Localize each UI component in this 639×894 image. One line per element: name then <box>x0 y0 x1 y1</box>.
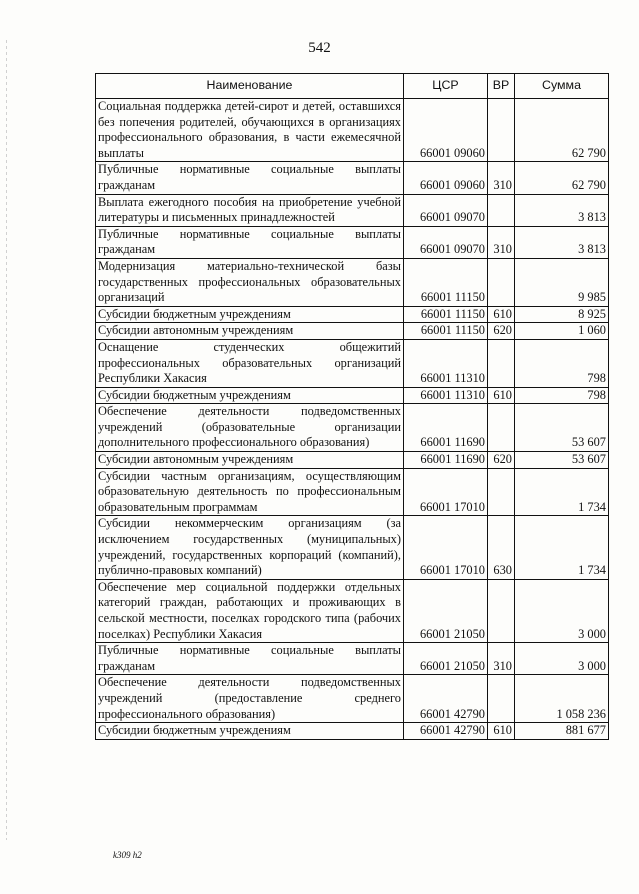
header-name: Наименование <box>96 74 404 99</box>
row-sum-cell: 53 607 <box>515 452 609 469</box>
row-sum-cell: 62 790 <box>515 99 609 162</box>
table-row <box>96 162 609 194</box>
row-vr-cell: 310 <box>488 643 515 675</box>
row-vr-cell: 620 <box>488 452 515 469</box>
row-name-cell: Субсидии некоммерческим организациям (за исключением государственных (муниципальных) учреждений, государственных корпораций (компаний), публично-правовых компаний) <box>96 516 404 579</box>
row-name-cell: Социальная поддержка детей-сирот и детей, оставшихся без попечения родителей, обучающихся в организациях профессионального образования, в части ежемесячной выплаты <box>96 99 404 162</box>
row-vr-cell: 310 <box>488 226 515 258</box>
table-row <box>96 723 609 740</box>
row-name-cell: Субсидии бюджетным учреждениям <box>96 387 404 404</box>
row-csr-cell: 66001 17010 <box>404 468 488 516</box>
row-name-cell: Обеспечение деятельности подведомственных учреждений (образовательные организации дополнительного профессионального образования) <box>96 404 404 452</box>
row-name-cell: Субсидии бюджетным учреждениям <box>96 723 404 740</box>
row-csr-cell: 66001 21050 <box>404 579 488 642</box>
row-name-cell: Публичные нормативные социальные выплаты гражданам <box>96 162 404 194</box>
table-body <box>96 99 609 740</box>
row-vr-cell: 610 <box>488 723 515 740</box>
row-csr-cell: 66001 09070 <box>404 194 488 226</box>
row-vr-cell <box>488 339 515 387</box>
table-row <box>96 194 609 226</box>
row-vr-cell: 630 <box>488 516 515 579</box>
row-vr-cell: 310 <box>488 162 515 194</box>
scan-margin-line <box>6 40 7 840</box>
row-sum-cell: 3 000 <box>515 643 609 675</box>
table-row <box>96 452 609 469</box>
row-csr-cell: 66001 17010 <box>404 516 488 579</box>
row-name-cell: Субсидии автономным учреждениям <box>96 452 404 469</box>
row-sum-cell: 3 813 <box>515 226 609 258</box>
row-csr-cell: 66001 21050 <box>404 643 488 675</box>
row-sum-cell: 9 985 <box>515 258 609 306</box>
table-row <box>96 468 609 516</box>
row-csr-cell: 66001 11150 <box>404 258 488 306</box>
row-sum-cell: 53 607 <box>515 404 609 452</box>
row-vr-cell <box>488 579 515 642</box>
table-row <box>96 404 609 452</box>
row-sum-cell: 1 734 <box>515 516 609 579</box>
row-csr-cell: 66001 09070 <box>404 226 488 258</box>
row-csr-cell: 66001 42790 <box>404 675 488 723</box>
table-header-row <box>96 74 609 99</box>
row-sum-cell: 62 790 <box>515 162 609 194</box>
row-sum-cell: 3 000 <box>515 579 609 642</box>
row-sum-cell: 3 813 <box>515 194 609 226</box>
table-row <box>96 258 609 306</box>
table-row <box>96 323 609 340</box>
header-sum: Сумма <box>515 74 609 99</box>
row-name-cell: Выплата ежегодного пособия на приобретение учебной литературы и письменных принадлежностей <box>96 194 404 226</box>
row-name-cell: Обеспечение мер социальной поддержки отдельных категорий граждан, работающих и проживающих в сельской местности, поселках городского типа (рабочих поселках) Республики Хакасия <box>96 579 404 642</box>
table-row <box>96 675 609 723</box>
row-vr-cell <box>488 99 515 162</box>
row-csr-cell: 66001 11690 <box>404 404 488 452</box>
row-sum-cell: 1 734 <box>515 468 609 516</box>
page-number: 542 <box>308 40 331 56</box>
row-sum-cell: 1 060 <box>515 323 609 340</box>
row-csr-cell: 66001 42790 <box>404 723 488 740</box>
row-name-cell: Публичные нормативные социальные выплаты гражданам <box>96 226 404 258</box>
row-csr-cell: 66001 11690 <box>404 452 488 469</box>
row-name-cell: Публичные нормативные социальные выплаты гражданам <box>96 643 404 675</box>
budget-table <box>95 73 609 740</box>
row-sum-cell: 1 058 236 <box>515 675 609 723</box>
row-vr-cell: 610 <box>488 387 515 404</box>
table-row <box>96 306 609 323</box>
row-csr-cell: 66001 11310 <box>404 387 488 404</box>
row-name-cell: Субсидии автономным учреждениям <box>96 323 404 340</box>
row-name-cell: Субсидии бюджетным учреждениям <box>96 306 404 323</box>
row-sum-cell: 798 <box>515 339 609 387</box>
table-row <box>96 516 609 579</box>
row-vr-cell <box>488 404 515 452</box>
row-name-cell: Обеспечение деятельности подведомственных учреждений (предоставление среднего профессионального образования) <box>96 675 404 723</box>
header-csr: ЦСР <box>404 74 488 99</box>
page-footer: k309 h2 <box>113 850 142 860</box>
header-vr: ВР <box>488 74 515 99</box>
row-csr-cell: 66001 09060 <box>404 99 488 162</box>
table-row <box>96 579 609 642</box>
table-row <box>96 339 609 387</box>
row-vr-cell <box>488 258 515 306</box>
row-vr-cell <box>488 194 515 226</box>
table-row <box>96 99 609 162</box>
row-sum-cell: 881 677 <box>515 723 609 740</box>
table-row <box>96 643 609 675</box>
row-sum-cell: 798 <box>515 387 609 404</box>
row-csr-cell: 66001 09060 <box>404 162 488 194</box>
row-name-cell: Субсидии частным организациям, осуществляющим образовательную деятельность по профессиональным образовательным программам <box>96 468 404 516</box>
row-csr-cell: 66001 11310 <box>404 339 488 387</box>
row-csr-cell: 66001 11150 <box>404 306 488 323</box>
table-row <box>96 226 609 258</box>
row-name-cell: Оснащение студенческих общежитий профессиональных образовательных организаций Республики Хакасия <box>96 339 404 387</box>
row-name-cell: Модернизация материально-технической базы государственных профессиональных образовательных организаций <box>96 258 404 306</box>
row-sum-cell: 8 925 <box>515 306 609 323</box>
row-vr-cell: 610 <box>488 306 515 323</box>
row-vr-cell <box>488 468 515 516</box>
row-csr-cell: 66001 11150 <box>404 323 488 340</box>
row-vr-cell <box>488 675 515 723</box>
row-vr-cell: 620 <box>488 323 515 340</box>
table-row <box>96 387 609 404</box>
